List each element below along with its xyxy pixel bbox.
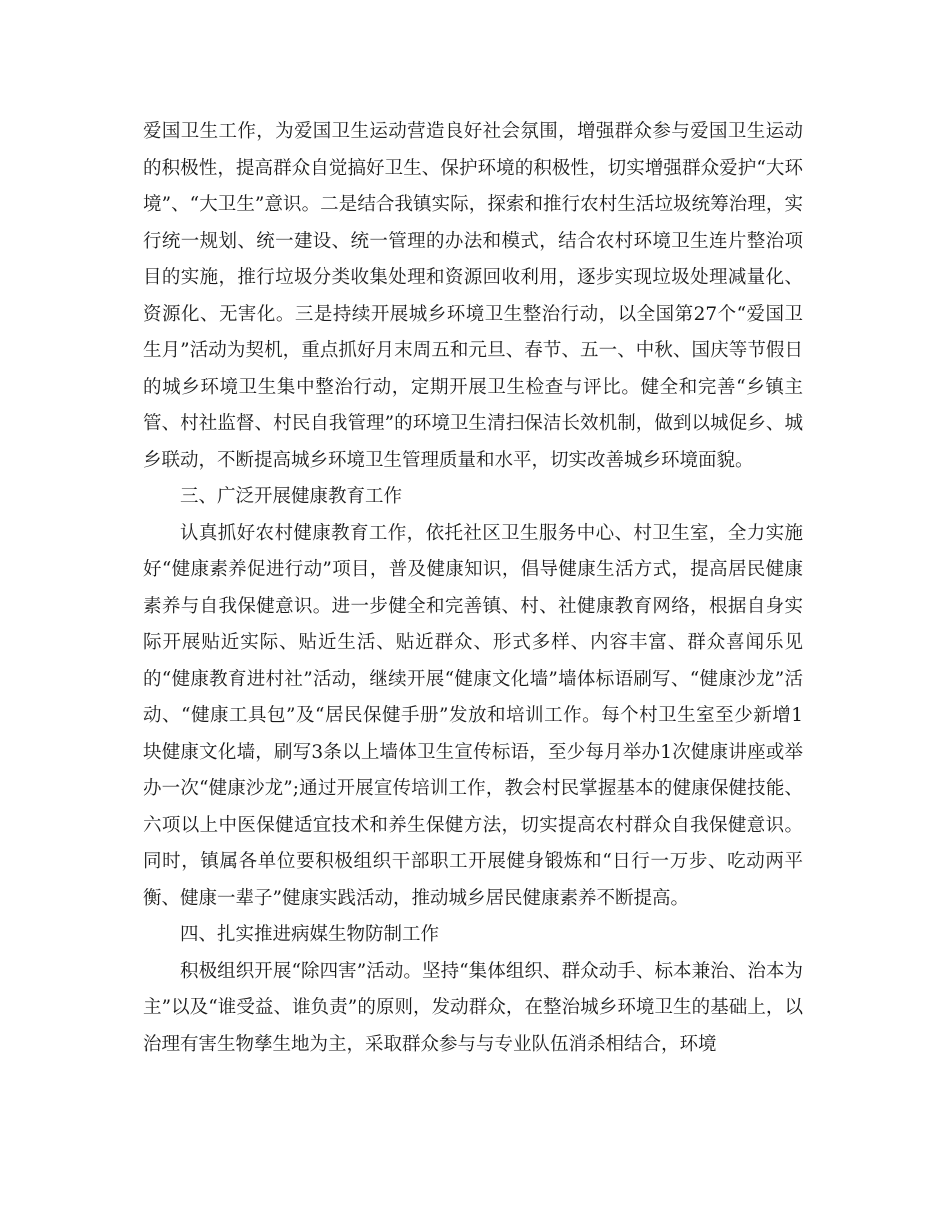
- body-paragraph-1: 爱国卫生工作，为爱国卫生运动营造良好社会氛围，增强群众参与爱国卫生运动的积极性，提高群众自觉搞好卫生、保护环境的积极性，切实增强群众爱护“大环境”、“大卫生”意识。二是结合我镇实际，探索和推行农村生活垃圾统筹治理，实行统一规划、统一建设、统一管理的办法和模式，结合农村环境卫生连片整治项目的实施，推行垃圾分类收集处理和资源回收利用，逐步实现垃圾处理减量化、资源化、无害化。三是持续开展城乡环境卫生整治行动，以全国第27个“爱国卫生月”活动为契机，重点抓好月末周五和元旦、春节、五一、中秋、国庆等节假日的城乡环境卫生集中整治行动，定期开展卫生检查与评比。健全和完善“乡镇主管、村社监督、村民自我管理”的环境卫生清扫保洁长效机制，做到以城促乡、城乡联动，不断提高城乡环境卫生管理质量和水平，切实改善城乡环境面貌。: [143, 121, 803, 471]
- document-page: [143, 114, 803, 1063]
- section-heading-3: 三、广泛开展健康教育工作: [180, 486, 403, 507]
- section-heading-4: 四、扎实推进病媒生物防制工作: [180, 924, 440, 945]
- body-paragraph-2: 认真抓好农村健康教育工作，依托社区卫生服务中心、村卫生室，全力实施好“健康素养促进行动”项目，普及健康知识，倡导健康生活方式，提高居民健康素养与自我保健意识。进一步健全和完善镇、村、社健康教育网络，根据自身实际开展贴近实际、贴近生活、贴近群众、形式多样、内容丰富、群众喜闻乐见的“健康教育进村社”活动，继续开展“健康文化墙”墙体标语刷写、“健康沙龙”活动、“健康工具包”及“居民保健手册”发放和培训工作。每个村卫生室至少新增1块健康文化墙，刷写3条以上墙体卫生宣传标语，至少每月举办1次健康讲座或举办一次“健康沙龙”;通过开展宣传培训工作，教会村民掌握基本的健康保健技能、六项以上中医保健适宜技术和养生保健方法，切实提高农村群众自我保健意识。同时，镇属各单位要积极组织干部职工开展健身锻炼和“日行一万步、吃动两平衡、健康一辈子”健康实践活动，推动城乡居民健康素养不断提高。: [143, 522, 803, 909]
- body-paragraph-3: 积极组织开展“除四害”活动。坚持“集体组织、群众动手、标本兼治、治本为主”以及“谁受益、谁负责”的原则，发动群众，在整治城乡环境卫生的基础上，以治理有害生物孳生地为主，采取群众参与与专业队伍消杀相结合，环境: [143, 960, 803, 1055]
